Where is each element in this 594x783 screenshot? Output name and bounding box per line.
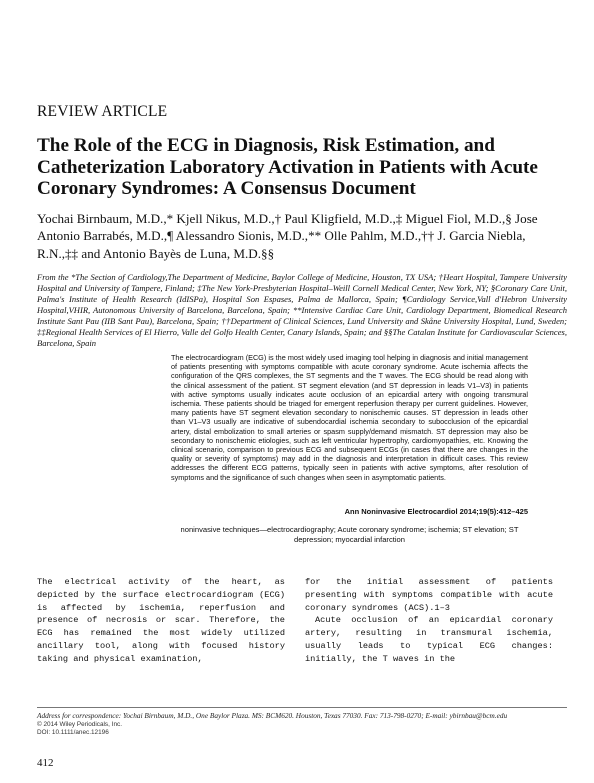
copyright-notice: © 2014 Wiley Periodicals, Inc. bbox=[37, 720, 122, 728]
page-number: 412 bbox=[37, 757, 54, 769]
journal-citation: Ann Noninvasive Electrocardiol 2014;19(5):412–425 bbox=[344, 507, 528, 516]
footnotes bbox=[37, 712, 567, 738]
article-title: The Role of the ECG in Diagnosis, Risk Estimation, and Catheterization Laboratory Activation in Patients with Acute Coronary Syndromes: A Consensus Document bbox=[37, 135, 538, 200]
abstract: The electrocardiogram (ECG) is the most widely used imaging tool helping in diagnosis and initial management of patients presenting with symptoms compatible with acute coronary syndrome. Acute ischemia affects the configuration of the QRS complexes, the ST segments and the T waves. The ECG should be read along with the clinical assessment of the patient. ST segment elevation (and ST depression in leads V1–V3) in patients with active symptoms usually indicates acute occlusion of an epicardial artery with ongoing transmural ischemia. These patients should be triaged for emergent reperfusion therapy per current guidelines. However, many patients have ST segment elevation secondary to nonischemic causes. ST depression in leads other than V1–V3 usually are indicative of subendocardial ischemia secondary to subocclusion of the epicardial artery, distal embolization to small arteries or spasm supply/demand mismatch. ST depression may also be secondary to nonischemic etiologies, such as left ventricular hypertrophy, cardiomyopathies, etc. Knowing the clinical scenario, comparison to previous ECG and subsequent ECGs (in cases that there are changes in the quality or severity of symptoms) may add in the diagnosis and interpretation in difficult cases. This review addresses the different ECG patterns, typically seen in patients with active symptoms, after resolution of symptoms and the significance of such changes when seen in asymptomatic patients. bbox=[171, 353, 528, 482]
body-paragraph: The electrical activity of the heart, as depicted by the surface electrocardiogram (ECG) is affected by ischemia, reperfusion and presence of necrosis or scar. Therefore, the ECG has remained the most widely utilized ancillary tool, along with focused history taking and physical examination, bbox=[37, 577, 285, 664]
body-paragraph: for the initial assessment of patients presenting with symptoms compatible with acute coronary syndromes (ACS).1–3 bbox=[305, 577, 553, 613]
section-label: REVIEW ARTICLE bbox=[37, 103, 168, 120]
keywords: noninvasive techniques—electrocardiography; Acute coronary syndrome; ischemia; ST elevation; ST depression; myocardial infarction bbox=[180, 525, 519, 545]
doi: DOI: 10.1111/anec.12196 bbox=[37, 729, 109, 736]
footnote-divider bbox=[37, 707, 567, 708]
author-affiliations: From the *The Section of Cardiology,The Department of Medicine, Baylor College of Medicine, Houston, TX USA; †Heart Hospital, Tampere University Hospital and University of Tampere, Finland; ‡The New York-Presbyterian Hospital–Weill Cornell Medical Center, New York, NY; §Coronary Care Unit, Palma's Institute of Health Research (IdISPa), Hospital Son Espases, Palma de Mallorca, Spain; ¶Cardiology Service,Vall d'Hebron University Hospital,VHIR, Autonomous University of Barcelona, Barcelona, Spain; **Intensive Cardiac Care Unit, Cardiology Department, Biomedical Research Institute Sant Pau (IIB Sant Pau), Barcelona, Spain; ††Department of Clinical Sciences, Lund University and Skåne University Hospital, Lund, Sweden; ‡‡Regional Health Services of El Hierro, Valle del Golfo Health Center, Canary Islands, Spain; and §§The Catalan Institute for Cardiovascular Sciences, Barcelona, Spain bbox=[37, 272, 567, 348]
body-column-left bbox=[37, 576, 285, 666]
correspondence-address: Address for correspondence: Yochai Birnbaum, M.D., One Baylor Plaza. MS: BCM620. Houston, Texas 77030. Fax: 713-798-0270; E-mail: ybirnbau@bcm.edu bbox=[37, 711, 508, 720]
body-column-right bbox=[305, 576, 553, 666]
body-paragraph: Acute occlusion of an epicardial coronary artery, resulting in transmural ischemia, usually leads to typical ECG changes: initially, the T waves in the bbox=[305, 615, 553, 664]
author-list: Yochai Birnbaum, M.D.,* Kjell Nikus, M.D.,† Paul Kligfield, M.D.,‡ Miguel Fiol, M.D.,§ Jose Antonio Barrabés, M.D.,¶ Alessandro Sionis, M.D.,** Olle Pahlm, M.D.,†† J. Garcia Niebla, R.N.,‡‡ and Antonio Bayès de Luna, M.D.§§ bbox=[37, 211, 538, 261]
